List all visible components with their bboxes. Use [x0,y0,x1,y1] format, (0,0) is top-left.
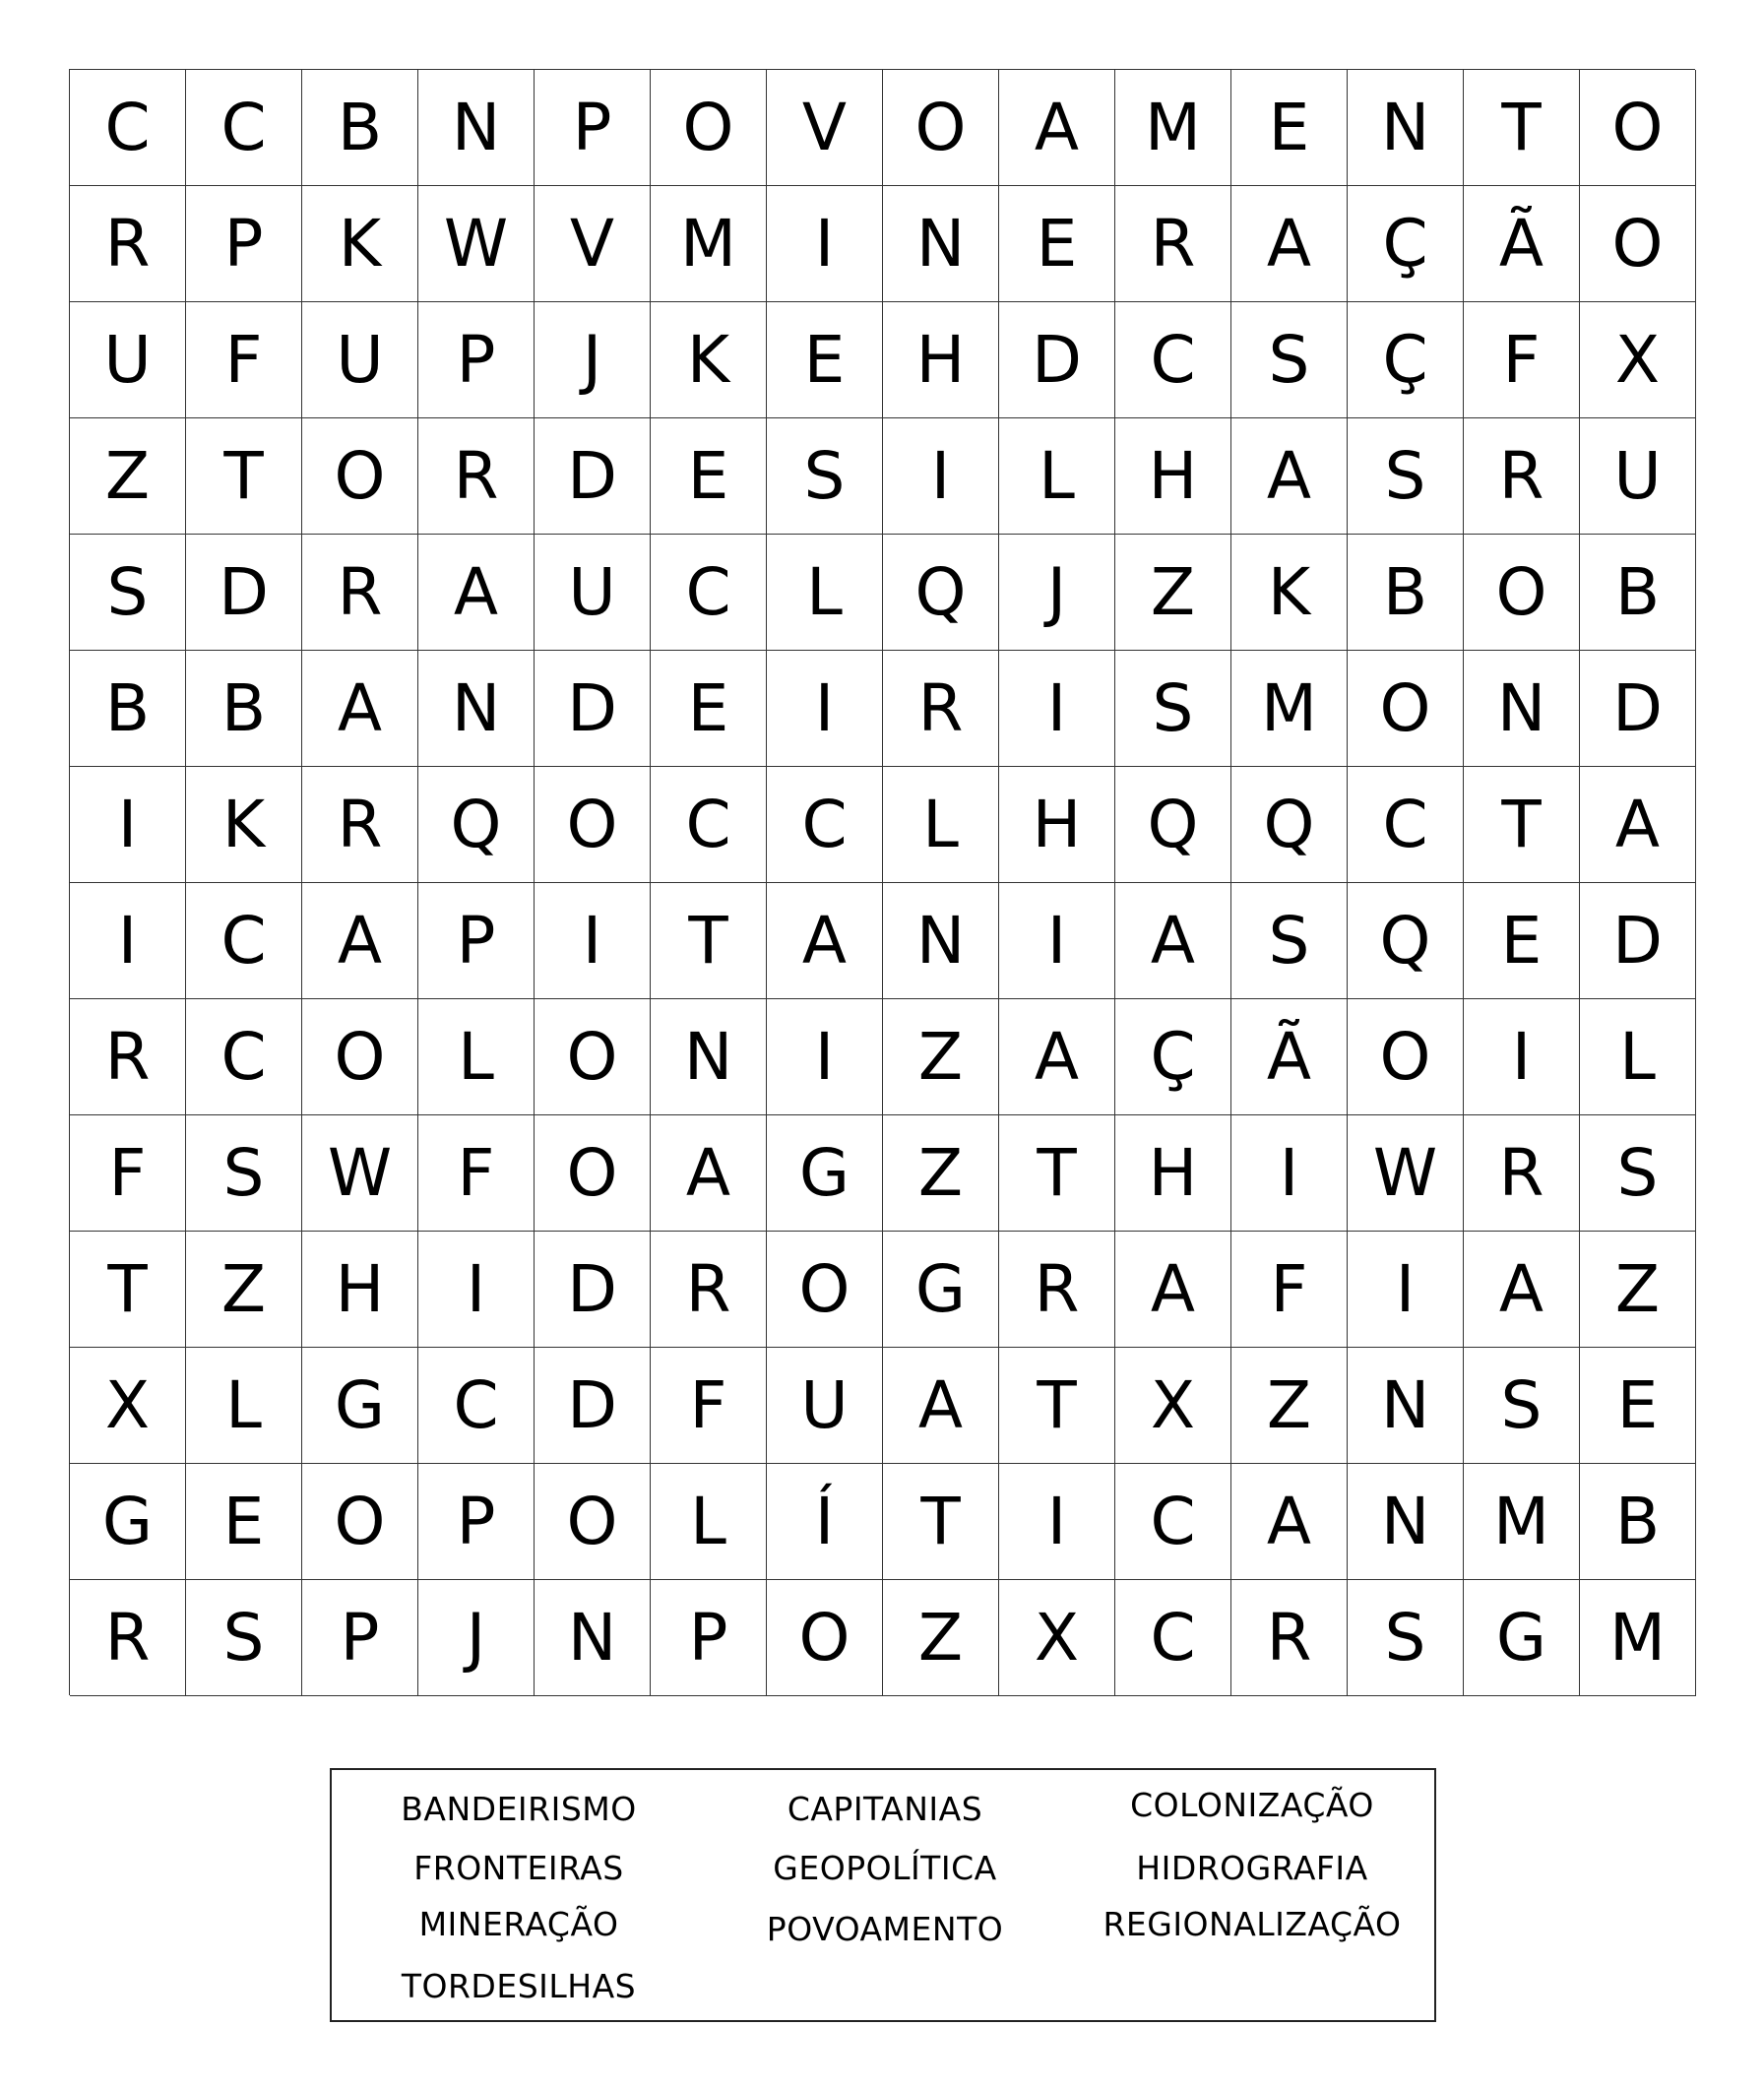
grid-cell[interactable]: W [302,1115,418,1232]
grid-cell[interactable]: N [1348,1348,1464,1464]
grid-cell[interactable]: Z [883,1580,999,1696]
grid-cell[interactable]: O [535,767,651,883]
grid-cell[interactable]: E [1464,883,1580,999]
grid-cell[interactable]: Q [1115,767,1231,883]
grid-cell[interactable]: C [1115,302,1231,418]
grid-cell[interactable]: C [651,535,767,651]
grid-cell[interactable]: M [1464,1464,1580,1580]
grid-cell[interactable]: S [1231,302,1348,418]
word-search-grid [69,69,1695,1695]
grid-cell[interactable]: O [535,999,651,1115]
grid-cell[interactable]: T [651,883,767,999]
grid-cell[interactable]: K [186,767,302,883]
grid-cell[interactable]: B [302,70,418,186]
grid-cell[interactable]: D [535,1232,651,1348]
grid-cell[interactable]: M [1580,1580,1696,1696]
grid-cell[interactable]: Ç [1348,302,1464,418]
grid-cell[interactable]: C [186,883,302,999]
grid-cell[interactable]: Q [883,535,999,651]
grid-cell[interactable]: H [999,767,1115,883]
grid-cell[interactable]: O [1348,651,1464,767]
word-bank [330,1768,1436,2022]
grid-cell[interactable]: R [1115,186,1231,302]
grid-cell[interactable]: Z [70,418,186,535]
grid-cell[interactable]: Q [418,767,535,883]
word-bank-item: CAPITANIAS [787,1790,983,1828]
grid-cell[interactable]: Q [1348,883,1464,999]
grid-cell[interactable]: R [999,1232,1115,1348]
grid-cell[interactable]: F [651,1348,767,1464]
grid-cell[interactable]: P [418,883,535,999]
grid-cell[interactable]: S [1580,1115,1696,1232]
grid-cell[interactable]: S [1231,883,1348,999]
grid-cell[interactable]: N [883,186,999,302]
grid-cell[interactable]: X [70,1348,186,1464]
grid-cell[interactable]: N [1348,70,1464,186]
grid-cell[interactable]: I [999,883,1115,999]
grid-cell[interactable]: Ç [1348,186,1464,302]
grid-cell[interactable]: U [535,535,651,651]
grid-cell[interactable]: W [1348,1115,1464,1232]
grid-cell[interactable]: P [302,1580,418,1696]
grid-cell[interactable]: E [186,1464,302,1580]
grid-cell[interactable]: P [418,302,535,418]
grid-cell[interactable]: S [1348,418,1464,535]
grid-cell[interactable]: P [418,1464,535,1580]
grid-cell[interactable]: G [70,1464,186,1580]
grid-cell[interactable]: R [302,535,418,651]
grid-cell[interactable]: J [418,1580,535,1696]
grid-cell[interactable]: O [535,1464,651,1580]
grid-cell[interactable]: O [302,999,418,1115]
grid-cell[interactable]: P [535,70,651,186]
grid-cell[interactable]: Ç [1115,999,1231,1115]
grid-cell[interactable]: A [1231,418,1348,535]
grid-cell[interactable]: A [767,883,883,999]
grid-cell[interactable]: S [186,1115,302,1232]
grid-cell[interactable]: C [767,767,883,883]
word-bank-item: TORDESILHAS [401,1967,637,2005]
grid-cell[interactable]: C [651,767,767,883]
grid-cell[interactable]: A [1115,883,1231,999]
grid-cell[interactable]: O [767,1232,883,1348]
grid-cell[interactable]: H [883,302,999,418]
grid-cell[interactable]: R [1464,418,1580,535]
grid-cell[interactable]: L [418,999,535,1115]
grid-cell[interactable]: A [1580,767,1696,883]
grid-cell[interactable]: T [186,418,302,535]
grid-cell[interactable]: Í [767,1464,883,1580]
grid-cell[interactable]: E [651,418,767,535]
grid-cell[interactable]: X [1115,1348,1231,1464]
grid-cell[interactable]: H [1115,418,1231,535]
grid-cell[interactable]: D [1580,883,1696,999]
word-bank-item: GEOPOLÍTICA [773,1849,997,1887]
grid-cell[interactable]: R [70,999,186,1115]
grid-cell[interactable]: R [302,767,418,883]
grid-cell[interactable]: N [883,883,999,999]
grid-cell[interactable]: X [999,1580,1115,1696]
grid-cell[interactable]: I [70,767,186,883]
grid-cell[interactable]: M [651,186,767,302]
word-bank-item: COLONIZAÇÃO [1130,1786,1374,1824]
grid-cell[interactable]: Z [1115,535,1231,651]
grid-cell[interactable]: T [999,1115,1115,1232]
grid-cell[interactable]: W [418,186,535,302]
grid-cell[interactable]: N [418,651,535,767]
grid-cell[interactable]: E [999,186,1115,302]
grid-cell[interactable]: R [70,1580,186,1696]
grid-cell[interactable]: B [1580,1464,1696,1580]
grid-cell[interactable]: G [302,1348,418,1464]
grid-cell[interactable]: D [1580,651,1696,767]
grid-cell[interactable]: A [883,1348,999,1464]
grid-cell[interactable]: H [1115,1115,1231,1232]
grid-cell[interactable]: J [535,302,651,418]
grid-cell[interactable]: R [418,418,535,535]
grid-cell[interactable]: G [1464,1580,1580,1696]
grid-cell[interactable]: C [418,1348,535,1464]
grid-cell[interactable]: E [1231,70,1348,186]
grid-cell[interactable]: P [651,1580,767,1696]
grid-cell[interactable]: B [186,651,302,767]
grid-cell[interactable]: A [999,70,1115,186]
grid-cell[interactable]: D [999,302,1115,418]
grid-cell[interactable]: E [651,651,767,767]
grid-cell[interactable]: A [302,883,418,999]
word-bank-item: REGIONALIZAÇÃO [1102,1905,1402,1943]
grid-cell[interactable]: R [651,1232,767,1348]
grid-cell[interactable]: A [651,1115,767,1232]
grid-cell[interactable]: O [302,418,418,535]
grid-cell[interactable]: F [418,1115,535,1232]
grid-cell[interactable]: Ã [1464,186,1580,302]
word-bank-item: FRONTEIRAS [413,1849,624,1887]
grid-cell[interactable]: C [1115,1580,1231,1696]
grid-cell[interactable]: I [70,883,186,999]
grid-cell[interactable]: I [767,186,883,302]
grid-cell[interactable]: D [535,418,651,535]
grid-cell[interactable]: F [1464,302,1580,418]
grid-cell[interactable]: E [1580,1348,1696,1464]
grid-cell[interactable]: L [999,418,1115,535]
grid-cell[interactable]: C [186,70,302,186]
grid-cell[interactable]: T [999,1348,1115,1464]
grid-cell[interactable]: I [535,883,651,999]
grid-cell[interactable]: F [1231,1232,1348,1348]
grid-cell[interactable]: O [651,70,767,186]
grid-cell[interactable]: Q [1231,767,1348,883]
grid-cell[interactable]: J [999,535,1115,651]
grid-cell[interactable]: Z [1231,1348,1348,1464]
grid-cell[interactable]: U [1580,418,1696,535]
word-bank-item: BANDEIRISMO [401,1790,637,1828]
grid-cell[interactable]: D [186,535,302,651]
grid-cell[interactable]: S [767,418,883,535]
grid-cell[interactable]: P [186,186,302,302]
grid-cell[interactable]: Z [883,999,999,1115]
grid-cell[interactable]: C [1115,1464,1231,1580]
grid-cell[interactable]: A [418,535,535,651]
grid-cell[interactable]: S [1464,1348,1580,1464]
grid-cell[interactable]: N [651,999,767,1115]
grid-cell[interactable]: O [883,70,999,186]
grid-cell[interactable]: I [999,651,1115,767]
grid-cell[interactable]: U [767,1348,883,1464]
grid-cell[interactable]: D [535,651,651,767]
grid-cell[interactable]: A [1115,1232,1231,1348]
grid-cell[interactable]: I [883,418,999,535]
word-bank-item: HIDROGRAFIA [1136,1849,1368,1887]
grid-cell[interactable]: M [1231,651,1348,767]
grid-cell[interactable]: A [1231,186,1348,302]
grid-cell[interactable]: M [1115,70,1231,186]
grid-cell[interactable]: S [70,535,186,651]
grid-cell[interactable]: S [186,1580,302,1696]
grid-cell[interactable]: O [1580,186,1696,302]
grid-cell[interactable]: H [302,1232,418,1348]
grid-cell[interactable]: E [767,302,883,418]
grid-cell[interactable]: R [883,651,999,767]
grid-cell[interactable]: B [70,651,186,767]
grid-cell[interactable]: X [1580,302,1696,418]
grid-cell[interactable]: Z [883,1115,999,1232]
grid-cell[interactable]: D [535,1348,651,1464]
grid-cell[interactable]: I [767,651,883,767]
grid-cell[interactable]: L [651,1464,767,1580]
grid-cell[interactable]: A [999,999,1115,1115]
grid-cell[interactable]: Z [186,1232,302,1348]
grid-cell[interactable]: F [70,1115,186,1232]
word-bank-item: MINERAÇÃO [418,1905,619,1943]
grid-cell[interactable]: V [767,70,883,186]
grid-cell[interactable]: G [767,1115,883,1232]
grid-cell[interactable]: F [186,302,302,418]
grid-cell[interactable]: U [302,302,418,418]
grid-cell[interactable]: T [1464,767,1580,883]
grid-cell[interactable]: B [1348,535,1464,651]
grid-cell[interactable]: S [1115,651,1231,767]
grid-cell[interactable]: G [883,1232,999,1348]
grid-cell[interactable]: T [1464,70,1580,186]
grid-cell[interactable]: Z [1580,1232,1696,1348]
grid-cell[interactable]: L [186,1348,302,1464]
grid-cell[interactable]: U [70,302,186,418]
grid-cell[interactable]: N [535,1580,651,1696]
grid-cell[interactable]: A [1231,1464,1348,1580]
word-bank-item: POVOAMENTO [766,1910,1004,1948]
grid-cell[interactable]: C [1348,767,1464,883]
grid-cell[interactable]: R [70,186,186,302]
grid-cell[interactable]: O [1348,999,1464,1115]
grid-cell[interactable]: O [302,1464,418,1580]
grid-cell[interactable]: K [651,302,767,418]
grid-cell[interactable]: C [70,70,186,186]
grid-cell[interactable]: I [767,999,883,1115]
grid-cell[interactable]: O [1580,70,1696,186]
grid-cell[interactable]: N [1464,651,1580,767]
grid-cell[interactable]: A [302,651,418,767]
grid-cell[interactable]: I [418,1232,535,1348]
grid-cell[interactable]: L [1580,999,1696,1115]
grid-cell[interactable]: O [767,1580,883,1696]
grid-cell[interactable]: B [1580,535,1696,651]
grid-cell[interactable]: I [1348,1232,1464,1348]
grid-cell[interactable]: N [418,70,535,186]
grid-cell[interactable]: T [70,1232,186,1348]
grid-cell[interactable]: R [1231,1580,1348,1696]
grid-cell[interactable]: K [1231,535,1348,651]
grid-cell[interactable]: L [883,767,999,883]
grid-cell[interactable]: L [767,535,883,651]
grid-cell[interactable]: I [999,1464,1115,1580]
grid-cell[interactable]: I [1231,1115,1348,1232]
grid-cell[interactable]: N [1348,1464,1464,1580]
grid-cell[interactable]: O [535,1115,651,1232]
grid-cell[interactable]: K [302,186,418,302]
grid-cell[interactable]: O [1464,535,1580,651]
grid-cell[interactable]: S [1348,1580,1464,1696]
grid-cell[interactable]: I [1464,999,1580,1115]
grid-cell[interactable]: T [883,1464,999,1580]
grid-cell[interactable]: R [1464,1115,1580,1232]
grid-cell[interactable]: V [535,186,651,302]
grid-cell[interactable]: Ã [1231,999,1348,1115]
grid-cell[interactable]: A [1464,1232,1580,1348]
grid-cell[interactable]: C [186,999,302,1115]
